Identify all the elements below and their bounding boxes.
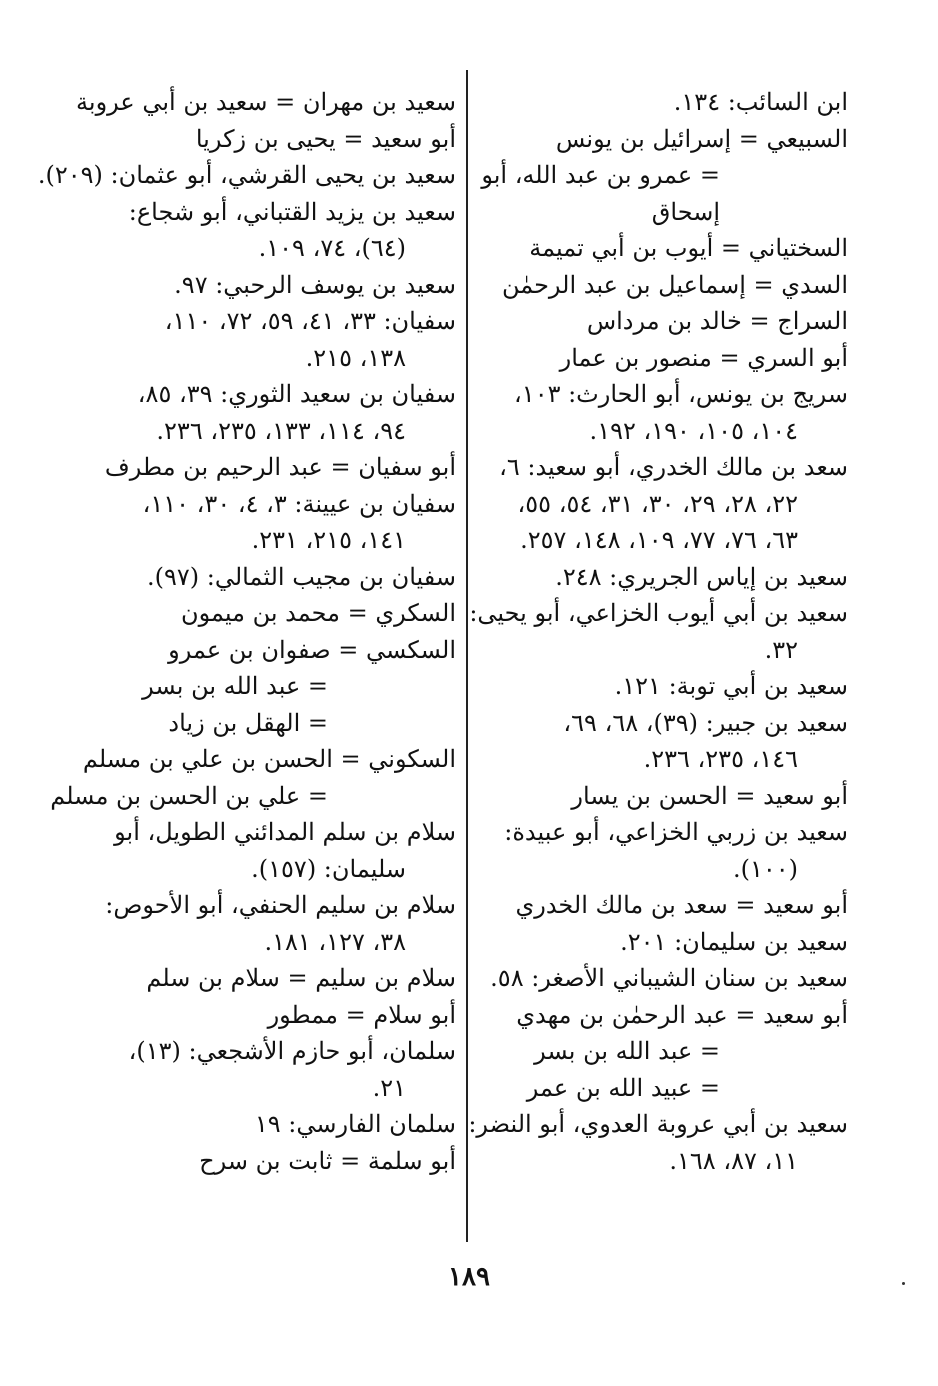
page-number: ١٨٩: [448, 1262, 490, 1292]
index-line: السكوني = الحسن بن علي بن مسلم: [82, 745, 456, 773]
index-line: سعد بن مالك الخدري، أبو سعيد: ٦،: [499, 453, 848, 481]
index-line: السبيعي = إسرائيل بن يونس: [555, 124, 848, 153]
index-line: السختياني = أيوب بن أبي تميمة: [529, 234, 848, 262]
index-line: سعيد بن إياس الجريري: ٢٤٨.: [555, 562, 848, 591]
index-line: السكسي = صفوان بن عمرو: [168, 635, 456, 664]
column-divider: [466, 70, 468, 1242]
index-line: أبو سعيد = عبد الرحمٰن بن مهدي: [516, 1000, 848, 1029]
index-line: سلام بن سلم المدائني الطويل، أبو: [114, 818, 456, 846]
index-line: = الهقل بن زياد: [168, 708, 328, 737]
index-line: سفيان بن مجيب الثمالي: (٩٧).: [146, 562, 456, 591]
index-line: ٣٢.: [764, 635, 798, 664]
index-line: سلام بن سليم = سلام بن سلم: [146, 964, 456, 992]
index-line: سفيان بن سعيد الثوري: ٣٩، ٨٥،: [137, 380, 456, 408]
index-line: أبو السري = منصور بن عمار: [559, 343, 848, 372]
index-line: أبو سلمة = ثابت بن سرح: [199, 1146, 456, 1175]
index-line: سفيان: ٣٣، ٤١، ٥٩، ٧٢، ١١٠،: [164, 307, 456, 335]
index-line: سفيان بن عيينة: ٣، ٤، ٣٠، ١١٠،: [142, 489, 456, 518]
index-line: سريج بن يونس، أبو الحارث: ١٠٣،: [514, 380, 848, 408]
index-line: السراج = خالد بن مرداس: [586, 307, 848, 335]
index-line: ٣٨، ١٢٧، ١٨١.: [264, 927, 406, 956]
index-line: سعيد بن جبير: (٣٩)، ٦٨، ٦٩،: [563, 708, 848, 737]
index-line: ١٤١، ٢١٥، ٢٣١.: [251, 526, 406, 554]
index-line: سليمان: (١٥٧).: [251, 854, 406, 883]
index-line: = عبد الله بن بسر: [142, 672, 328, 700]
index-line: أبو سفيان = عبد الرحيم بن مطرف: [104, 453, 456, 481]
index-line: سعيد بن يزيد القتباني، أبو شجاع:: [128, 197, 456, 226]
index-line: سعيد بن يوسف الرحبي: ٩٧.: [174, 270, 456, 299]
index-line: سعيد بن أبي توبة: ١٢١.: [614, 672, 848, 700]
index-line: = عمرو بن عبد الله، أبو: [481, 161, 720, 189]
index-line: أبو سعيد = الحسن بن يسار: [571, 781, 848, 810]
index-line: ٦٣، ٧٦، ٧٧، ١٠٩، ١٤٨، ٢٥٧.: [520, 526, 798, 554]
index-line: سعيد بن مهران = سعيد بن أبي عروبة: [76, 88, 456, 116]
index-line: سلام بن سليم الحنفي، أبو الأحوص:: [105, 891, 456, 919]
index-column-left: [37, 84, 456, 1179]
index-line: السدي = إسماعيل بن عبد الرحمٰن: [501, 270, 848, 299]
index-line: (٦٤)، ٧٤، ١٠٩.: [258, 234, 406, 262]
index-line: سعيد بن سليمان: ٢٠١.: [620, 927, 848, 956]
index-line: سعيد بن يحيى القرشي، أبو عثمان: (٢٠٩).: [37, 161, 456, 189]
index-line: ابن السائب: ١٣٤.: [673, 88, 848, 116]
index-line: ٢١.: [372, 1073, 406, 1102]
index-line: = عبيد الله بن عمر: [526, 1073, 720, 1102]
index-line: سعيد بن أبي عروبة العدوي، أبو النضر:: [468, 1110, 848, 1138]
index-line: أبو سلام = ممطور: [267, 1000, 456, 1029]
index-line: أبو سعيد = سعد بن مالك الخدري: [515, 891, 848, 919]
index-line: ٢٢، ٢٨، ٢٩، ٣٠، ٣١، ٥٤، ٥٥،: [517, 489, 798, 518]
index-line: سعيد بن زربي الخزاعي، أبو عبيدة:: [504, 818, 848, 846]
index-line: سلمان الفارسي: ١٩: [254, 1110, 456, 1138]
index-line: (١٠٠).: [732, 854, 798, 883]
index-column-right: [468, 84, 848, 1179]
index-line: سلمان، أبو حازم الأشجعي: (١٣)،: [128, 1037, 456, 1065]
index-line: ٩٤، ١١٤، ١٣٣، ٢٣٥، ٢٣٦.: [156, 416, 406, 445]
scan-speck: [902, 1282, 905, 1285]
index-line: سعيد بن سنان الشيباني الأصغر: ٥٨.: [490, 964, 848, 992]
index-line: ١٣٨، ٢١٥.: [305, 343, 406, 372]
index-line: ١١، ٨٧، ١٦٨.: [669, 1146, 798, 1175]
index-line: السكري = محمد بن ميمون: [180, 599, 456, 627]
index-line: سعيد بن أبي أيوب الخزاعي، أبو يحيى:: [469, 599, 848, 627]
index-line: = علي بن الحسن بن مسلم: [50, 781, 328, 810]
index-line: ١٠٤، ١٠٥، ١٩٠، ١٩٢.: [589, 416, 798, 445]
index-line: ١٤٦، ٢٣٥، ٢٣٦.: [643, 745, 798, 773]
index-line: = عبد الله بن بسر: [534, 1037, 720, 1065]
index-line: أبو سعيد = يحيى بن زكريا: [195, 124, 456, 153]
index-line: إسحاق: [651, 197, 720, 226]
